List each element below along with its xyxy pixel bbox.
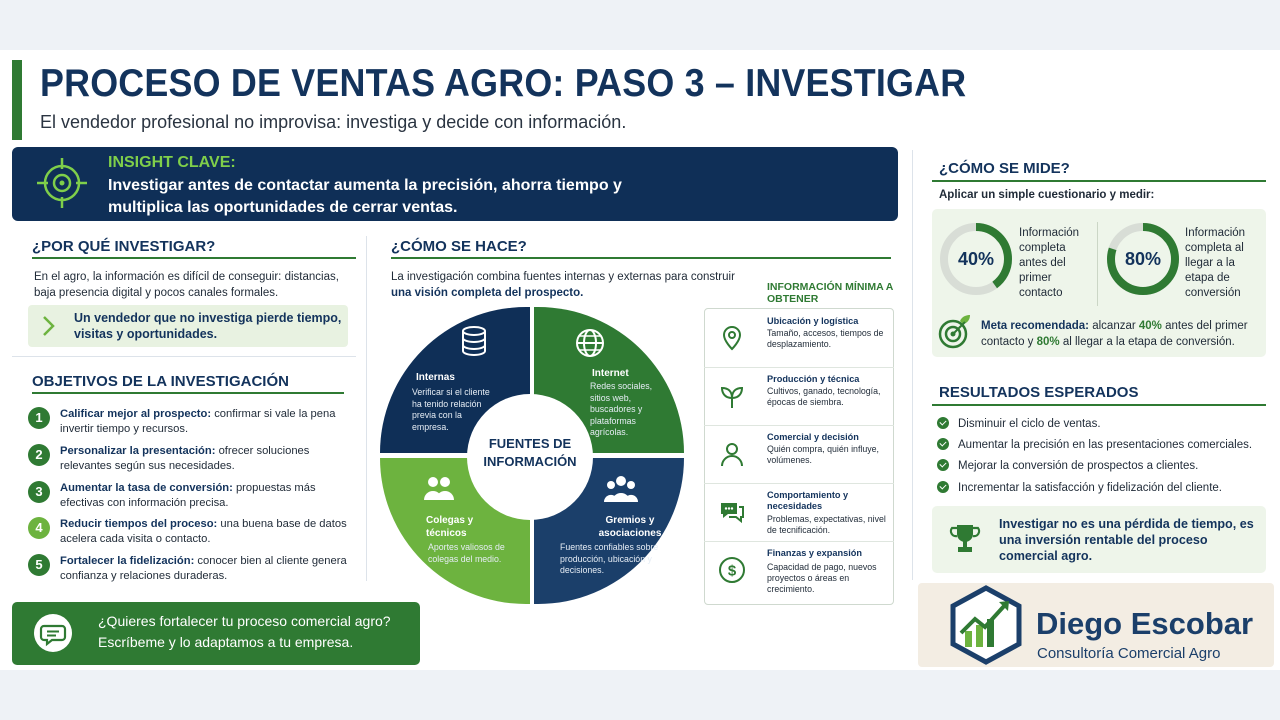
result-item: Aumentar la precisión en las presentaciones comerciales.: [937, 438, 1267, 452]
objective-number: 3: [28, 481, 50, 503]
objective-title: Aumentar la tasa de conversión:: [60, 482, 233, 494]
ring-value: 40%: [957, 249, 995, 269]
person-icon: [718, 440, 746, 468]
how-heading: ¿CÓMO SE HACE?: [391, 238, 527, 255]
brand-logo: [947, 585, 1025, 665]
brand-tagline: Consultoría Comercial Agro: [1037, 645, 1221, 662]
result-item: Incrementar la satisfacción y fidelización del cliente.: [937, 481, 1237, 495]
objective-number: 5: [28, 554, 50, 576]
info-item: [704, 542, 894, 602]
source-title: Internet: [592, 368, 629, 379]
result-item: Mejorar la conversión de prospectos a clientes.: [937, 459, 1237, 473]
objective-text: conocer bien al cliente genera confianza y relaciones duraderas.: [60, 555, 347, 582]
objective-title: Reducir tiempos del proceso:: [60, 518, 218, 530]
objective-number: 4: [28, 517, 50, 539]
objective-text: una buena base de datos acelera cada visita o contacto.: [60, 518, 347, 545]
section-divider: [12, 356, 356, 357]
how-rule: [391, 257, 891, 259]
info-item: [704, 368, 894, 426]
column-divider: [366, 236, 367, 581]
brand-name: Diego Escobar: [1036, 606, 1254, 641]
ring-value: 80%: [1124, 249, 1162, 269]
objective-item: [28, 554, 358, 592]
source-text: Fuentes confiables sobre producción, ubicación y decisiones.: [560, 542, 659, 575]
check-icon: [937, 481, 949, 493]
why-rule: [32, 257, 356, 259]
progress-ring-40: [937, 220, 1015, 298]
info-item-text: Problemas, expectativas, nivel de tecnificación.: [767, 514, 886, 535]
chat-bubble-icon: [34, 614, 72, 652]
location-icon: [718, 324, 746, 352]
column-divider: [912, 150, 913, 580]
info-item: [704, 310, 894, 368]
check-icon: [937, 459, 949, 471]
results-rule: [932, 404, 1266, 406]
group-icon: [604, 474, 638, 504]
objective-item: [28, 444, 358, 482]
measure-intro: Aplicar un simple cuestionario y medir:: [939, 189, 1155, 201]
progress-ring-80: [1104, 220, 1182, 298]
objectives-heading: OBJETIVOS DE LA INVESTIGACIÓN: [32, 373, 289, 390]
objective-item: [28, 517, 358, 555]
info-item: [704, 426, 894, 484]
objective-title: Personalizar la presentación:: [60, 445, 216, 457]
why-callout-text: Un vendedor que no investiga pierde tiempo, visitas y oportunidades.: [74, 311, 342, 341]
why-text: En el agro, la información es difícil de conseguir: distancias, baja presencia digital y pocos canales formales.: [34, 271, 339, 299]
target-growth-icon: [938, 313, 972, 349]
insight-text: Investigar antes de contactar aumenta la precisión, ahorra tiempo y multiplica las oportunidades de cerrar ventas.: [108, 177, 622, 216]
ring-divider: [1097, 222, 1098, 306]
results-heading: RESULTADOS ESPERADOS: [939, 384, 1139, 401]
objective-item: [28, 481, 358, 519]
cta-line1: ¿Quieres fortalecer tu proceso comercial agro?: [98, 613, 391, 629]
globe-icon: [574, 327, 606, 359]
measure-goal: Meta recomendada: alcanzar 40% antes del primer contacto y 80% al llegar a la etapa de conversión.: [981, 320, 1248, 348]
info-item-title: Ubicación y logística: [767, 316, 859, 326]
info-item-text: Tamaño, accesos, tiempos de desplazamiento.: [767, 328, 884, 349]
objectives-rule: [32, 392, 344, 394]
chat-icon: [718, 498, 746, 526]
source-text: Aportes valiosos de colegas del medio.: [428, 542, 505, 564]
measure-rule: [932, 180, 1266, 182]
info-min-heading: INFORMACIÓN MÍNIMA A OBTENER: [767, 281, 893, 305]
result-item: Disminuir el ciclo de ventas.: [937, 417, 1237, 431]
svg-text:$: $: [727, 562, 737, 580]
how-intro-bold: una visión completa del prospecto.: [391, 287, 584, 299]
chevron-right-icon: [40, 314, 58, 338]
dollar-icon: [718, 556, 746, 584]
source-title: Internas: [416, 372, 455, 383]
info-item-title: Comportamiento y necesidades: [767, 490, 849, 511]
source-text: Verificar si el cliente ha tenido relación previa con la empresa.: [412, 387, 490, 432]
how-intro-plain: La investigación combina fuentes internas y externas para construir: [391, 271, 735, 283]
insight-label: INSIGHT CLAVE:: [108, 154, 236, 171]
database-icon: [460, 325, 488, 357]
info-item: [704, 484, 894, 542]
objective-text: ofrecer soluciones relevantes según sus necesidades.: [60, 445, 310, 472]
measure-heading: ¿CÓMO SE MIDE?: [939, 160, 1070, 177]
source-text: Redes sociales, sitios web, buscadores y plataformas agrícolas.: [590, 381, 653, 437]
how-intro: [391, 269, 751, 301]
people-icon: [422, 474, 456, 502]
objective-item: [28, 407, 358, 445]
target-icon: [34, 155, 90, 211]
info-item-title: Comercial y decisión: [767, 432, 859, 442]
info-item-text: Quién compra, quién influye, volúmenes.: [767, 444, 879, 465]
sources-hub-label: FUENTES DE INFORMACIÓN: [483, 436, 577, 469]
info-item-title: Finanzas y expansión: [767, 548, 862, 558]
check-icon: [937, 417, 949, 429]
ring-label: Información completa al llegar a la etapa de conversión: [1185, 227, 1246, 299]
ring-label: Información completa antes del primer contacto: [1019, 227, 1080, 299]
info-item-title: Producción y técnica: [767, 374, 860, 384]
title-accent-bar: [12, 60, 22, 140]
info-item-text: Capacidad de pago, nuevos proyectos o áreas en crecimiento.: [767, 562, 877, 594]
objective-title: Calificar mejor al prospecto:: [60, 408, 212, 420]
trophy-icon: [948, 522, 982, 556]
objective-number: 2: [28, 444, 50, 466]
results-callout-text: Investigar no es una pérdida de tiempo, es una inversión rentable del proceso comercial agro.: [999, 517, 1254, 563]
page-title: PROCESO DE VENTAS AGRO: PASO 3 – INVESTIGAR: [40, 62, 967, 105]
cta-line2: Escríbeme y lo adaptamos a tu empresa.: [98, 634, 354, 650]
objective-number: 1: [28, 407, 50, 429]
check-icon: [937, 438, 949, 450]
objective-text: propuestas más efectivas con información precisa.: [60, 482, 316, 509]
leaf-icon: [718, 382, 746, 410]
objective-text: confirmar si vale la pena invertir tiempo y recursos.: [60, 408, 336, 435]
page-subtitle: El vendedor profesional no improvisa: investiga y decide con información.: [40, 112, 627, 132]
source-title: Gremios y asociaciones: [598, 515, 662, 539]
objective-title: Fortalecer la fidelización:: [60, 555, 195, 567]
why-heading: ¿POR QUÉ INVESTIGAR?: [32, 238, 216, 255]
source-title: Colegas y técnicos: [426, 515, 474, 539]
info-item-text: Cultivos, ganado, tecnología, épocas de siembra.: [767, 386, 881, 407]
